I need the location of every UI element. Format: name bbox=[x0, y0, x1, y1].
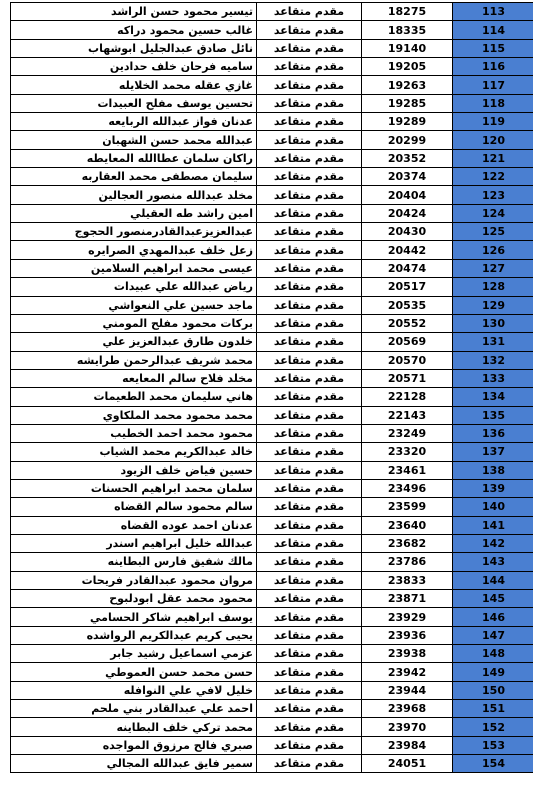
table-row bbox=[11, 241, 533, 259]
name-cell: ساميه فرحان خلف حدادين bbox=[11, 58, 257, 76]
id-number-cell: 20570 bbox=[362, 351, 453, 369]
sequence-number-cell: 138 bbox=[453, 461, 533, 479]
rank-cell: مقدم متقاعد bbox=[257, 553, 362, 571]
sequence-number-cell: 135 bbox=[453, 406, 533, 424]
id-number-cell: 23599 bbox=[362, 498, 453, 516]
rank-cell: مقدم متقاعد bbox=[257, 131, 362, 149]
id-number-cell: 23320 bbox=[362, 443, 453, 461]
table-row bbox=[11, 516, 533, 534]
retirees-table-body bbox=[11, 3, 533, 773]
table-row bbox=[11, 3, 533, 21]
sequence-number-cell: 150 bbox=[453, 681, 533, 699]
id-number-cell: 23968 bbox=[362, 700, 453, 718]
name-cell: محمود محمد عقل ابودلبوح bbox=[11, 590, 257, 608]
name-cell: عبدالعزيزعبدالقادرمنصور الحجوج bbox=[11, 223, 257, 241]
id-number-cell: 18275 bbox=[362, 3, 453, 21]
sequence-number-cell: 144 bbox=[453, 571, 533, 589]
table-row bbox=[11, 259, 533, 277]
rank-cell: مقدم متقاعد bbox=[257, 388, 362, 406]
rank-cell: مقدم متقاعد bbox=[257, 39, 362, 57]
id-number-cell: 19205 bbox=[362, 58, 453, 76]
sequence-number-cell: 149 bbox=[453, 663, 533, 681]
table-row bbox=[11, 131, 533, 149]
sequence-number-cell: 122 bbox=[453, 168, 533, 186]
name-cell: مروان محمود عبدالقادر فريحات bbox=[11, 571, 257, 589]
name-cell: يحيى كريم عبدالكريم الرواشده bbox=[11, 626, 257, 644]
name-cell: خلدون طارق عبدالعزيز علي bbox=[11, 333, 257, 351]
rank-cell: مقدم متقاعد bbox=[257, 186, 362, 204]
sequence-number-cell: 154 bbox=[453, 755, 533, 773]
id-number-cell: 23942 bbox=[362, 663, 453, 681]
table-row bbox=[11, 113, 533, 131]
table-row bbox=[11, 388, 533, 406]
sequence-number-cell: 116 bbox=[453, 58, 533, 76]
name-cell: مخلد عبدالله منصور العجالين bbox=[11, 186, 257, 204]
table-row bbox=[11, 571, 533, 589]
rank-cell: مقدم متقاعد bbox=[257, 58, 362, 76]
sequence-number-cell: 126 bbox=[453, 241, 533, 259]
name-cell: مخلد فلاح سالم المعايعه bbox=[11, 369, 257, 387]
table-row bbox=[11, 608, 533, 626]
table-row bbox=[11, 333, 533, 351]
sequence-number-cell: 121 bbox=[453, 149, 533, 167]
id-number-cell: 23944 bbox=[362, 681, 453, 699]
rank-cell: مقدم متقاعد bbox=[257, 94, 362, 112]
name-cell: غازي عقله محمد الخلايله bbox=[11, 76, 257, 94]
sequence-number-cell: 139 bbox=[453, 479, 533, 497]
name-cell: غالب حسين محمود دراكه bbox=[11, 21, 257, 39]
table-row bbox=[11, 700, 533, 718]
name-cell: رياض عبدالله علي عبيدات bbox=[11, 278, 257, 296]
rank-cell: مقدم متقاعد bbox=[257, 590, 362, 608]
table-row bbox=[11, 424, 533, 442]
rank-cell: مقدم متقاعد bbox=[257, 149, 362, 167]
id-number-cell: 20535 bbox=[362, 296, 453, 314]
id-number-cell: 22143 bbox=[362, 406, 453, 424]
name-cell: هاني سليمان محمد الطعيمات bbox=[11, 388, 257, 406]
id-number-cell: 19263 bbox=[362, 76, 453, 94]
id-number-cell: 20517 bbox=[362, 278, 453, 296]
rank-cell: مقدم متقاعد bbox=[257, 296, 362, 314]
id-number-cell: 20430 bbox=[362, 223, 453, 241]
name-cell: تيسير محمود حسن الراشد bbox=[11, 3, 257, 21]
name-cell: عدنان احمد عوده القضاه bbox=[11, 516, 257, 534]
name-cell: مالك شفيق فارس البطاينه bbox=[11, 553, 257, 571]
sequence-number-cell: 151 bbox=[453, 700, 533, 718]
id-number-cell: 20404 bbox=[362, 186, 453, 204]
sequence-number-cell: 141 bbox=[453, 516, 533, 534]
rank-cell: مقدم متقاعد bbox=[257, 443, 362, 461]
id-number-cell: 22128 bbox=[362, 388, 453, 406]
sequence-number-cell: 114 bbox=[453, 21, 533, 39]
id-number-cell: 19289 bbox=[362, 113, 453, 131]
sequence-number-cell: 145 bbox=[453, 590, 533, 608]
id-number-cell: 23936 bbox=[362, 626, 453, 644]
sequence-number-cell: 136 bbox=[453, 424, 533, 442]
id-number-cell: 20571 bbox=[362, 369, 453, 387]
id-number-cell: 20442 bbox=[362, 241, 453, 259]
name-cell: سليمان مصطفى محمد العقاربه bbox=[11, 168, 257, 186]
rank-cell: مقدم متقاعد bbox=[257, 21, 362, 39]
id-number-cell: 23871 bbox=[362, 590, 453, 608]
sequence-number-cell: 120 bbox=[453, 131, 533, 149]
table-row bbox=[11, 204, 533, 222]
rank-cell: مقدم متقاعد bbox=[257, 351, 362, 369]
sequence-number-cell: 128 bbox=[453, 278, 533, 296]
table-row bbox=[11, 39, 533, 57]
name-cell: زعل خلف عبدالمهدي الصرايره bbox=[11, 241, 257, 259]
id-number-cell: 19285 bbox=[362, 94, 453, 112]
rank-cell: مقدم متقاعد bbox=[257, 461, 362, 479]
table-row bbox=[11, 663, 533, 681]
table-row bbox=[11, 94, 533, 112]
id-number-cell: 23970 bbox=[362, 718, 453, 736]
id-number-cell: 23938 bbox=[362, 645, 453, 663]
name-cell: بركات محمود مفلح المومني bbox=[11, 314, 257, 332]
rank-cell: مقدم متقاعد bbox=[257, 571, 362, 589]
name-cell: محمد شريف عبدالرحمن طرايشه bbox=[11, 351, 257, 369]
table-row bbox=[11, 369, 533, 387]
id-number-cell: 18335 bbox=[362, 21, 453, 39]
id-number-cell: 20474 bbox=[362, 259, 453, 277]
sequence-number-cell: 146 bbox=[453, 608, 533, 626]
rank-cell: مقدم متقاعد bbox=[257, 278, 362, 296]
sequence-number-cell: 142 bbox=[453, 534, 533, 552]
sequence-number-cell: 124 bbox=[453, 204, 533, 222]
name-cell: عبدالله محمد حسن الشهبان bbox=[11, 131, 257, 149]
sequence-number-cell: 129 bbox=[453, 296, 533, 314]
sequence-number-cell: 134 bbox=[453, 388, 533, 406]
rank-cell: مقدم متقاعد bbox=[257, 755, 362, 773]
name-cell: صبري فالح مرزوق المواجده bbox=[11, 736, 257, 754]
rank-cell: مقدم متقاعد bbox=[257, 168, 362, 186]
name-cell: تحسين يوسف مفلح العبيدات bbox=[11, 94, 257, 112]
table-row bbox=[11, 645, 533, 663]
rank-cell: مقدم متقاعد bbox=[257, 259, 362, 277]
id-number-cell: 23640 bbox=[362, 516, 453, 534]
rank-cell: مقدم متقاعد bbox=[257, 626, 362, 644]
rank-cell: مقدم متقاعد bbox=[257, 663, 362, 681]
table-row bbox=[11, 351, 533, 369]
rank-cell: مقدم متقاعد bbox=[257, 223, 362, 241]
id-number-cell: 23833 bbox=[362, 571, 453, 589]
id-number-cell: 23929 bbox=[362, 608, 453, 626]
id-number-cell: 24051 bbox=[362, 755, 453, 773]
name-cell: محمد محمود محمد الملكاوي bbox=[11, 406, 257, 424]
rank-cell: مقدم متقاعد bbox=[257, 113, 362, 131]
table-row bbox=[11, 186, 533, 204]
rank-cell: مقدم متقاعد bbox=[257, 736, 362, 754]
table-row bbox=[11, 736, 533, 754]
id-number-cell: 20352 bbox=[362, 149, 453, 167]
id-number-cell: 20424 bbox=[362, 204, 453, 222]
table-row bbox=[11, 626, 533, 644]
sequence-number-cell: 117 bbox=[453, 76, 533, 94]
sequence-number-cell: 131 bbox=[453, 333, 533, 351]
name-cell: عيسى محمد ابراهيم السلامين bbox=[11, 259, 257, 277]
name-cell: سلمان محمد ابراهيم الحسنات bbox=[11, 479, 257, 497]
id-number-cell: 20552 bbox=[362, 314, 453, 332]
name-cell: سالم محمود سالم القضاه bbox=[11, 498, 257, 516]
name-cell: عدنان فواز عبدالله الربايعه bbox=[11, 113, 257, 131]
name-cell: ماجد حسين علي النعواشي bbox=[11, 296, 257, 314]
table-row bbox=[11, 278, 533, 296]
rank-cell: مقدم متقاعد bbox=[257, 424, 362, 442]
sequence-number-cell: 153 bbox=[453, 736, 533, 754]
table-row bbox=[11, 21, 533, 39]
table-row bbox=[11, 590, 533, 608]
id-number-cell: 20569 bbox=[362, 333, 453, 351]
sequence-number-cell: 119 bbox=[453, 113, 533, 131]
sequence-number-cell: 152 bbox=[453, 718, 533, 736]
rank-cell: مقدم متقاعد bbox=[257, 406, 362, 424]
sequence-number-cell: 113 bbox=[453, 3, 533, 21]
table-row bbox=[11, 443, 533, 461]
rank-cell: مقدم متقاعد bbox=[257, 718, 362, 736]
sequence-number-cell: 125 bbox=[453, 223, 533, 241]
sequence-number-cell: 147 bbox=[453, 626, 533, 644]
rank-cell: مقدم متقاعد bbox=[257, 645, 362, 663]
table-row bbox=[11, 681, 533, 699]
table-row bbox=[11, 314, 533, 332]
table-row bbox=[11, 76, 533, 94]
name-cell: نائل صادق عبدالجليل ابوشهاب bbox=[11, 39, 257, 57]
name-cell: محمد تركي خلف البطاينه bbox=[11, 718, 257, 736]
table-row bbox=[11, 755, 533, 773]
table-row bbox=[11, 498, 533, 516]
rank-cell: مقدم متقاعد bbox=[257, 333, 362, 351]
id-number-cell: 20374 bbox=[362, 168, 453, 186]
name-cell: خليل لافي علي النوافله bbox=[11, 681, 257, 699]
table-row bbox=[11, 461, 533, 479]
id-number-cell: 23984 bbox=[362, 736, 453, 754]
sequence-number-cell: 118 bbox=[453, 94, 533, 112]
rank-cell: مقدم متقاعد bbox=[257, 204, 362, 222]
sequence-number-cell: 127 bbox=[453, 259, 533, 277]
sequence-number-cell: 132 bbox=[453, 351, 533, 369]
name-cell: امين راشد طه العقيلي bbox=[11, 204, 257, 222]
id-number-cell: 23461 bbox=[362, 461, 453, 479]
table-row bbox=[11, 168, 533, 186]
id-number-cell: 23786 bbox=[362, 553, 453, 571]
sequence-number-cell: 123 bbox=[453, 186, 533, 204]
name-cell: سمير فايق عبدالله المجالي bbox=[11, 755, 257, 773]
table-row bbox=[11, 718, 533, 736]
name-cell: حسن محمد حسن العموطي bbox=[11, 663, 257, 681]
rank-cell: مقدم متقاعد bbox=[257, 534, 362, 552]
name-cell: راكان سلمان عطاالله المعايطه bbox=[11, 149, 257, 167]
id-number-cell: 23249 bbox=[362, 424, 453, 442]
name-cell: عزمي اسماعيل رشيد جابر bbox=[11, 645, 257, 663]
sequence-number-cell: 137 bbox=[453, 443, 533, 461]
id-number-cell: 20299 bbox=[362, 131, 453, 149]
table-row bbox=[11, 534, 533, 552]
sequence-number-cell: 130 bbox=[453, 314, 533, 332]
rank-cell: مقدم متقاعد bbox=[257, 3, 362, 21]
sequence-number-cell: 143 bbox=[453, 553, 533, 571]
id-number-cell: 23682 bbox=[362, 534, 453, 552]
table-row bbox=[11, 58, 533, 76]
id-number-cell: 19140 bbox=[362, 39, 453, 57]
table-row bbox=[11, 406, 533, 424]
rank-cell: مقدم متقاعد bbox=[257, 241, 362, 259]
rank-cell: مقدم متقاعد bbox=[257, 76, 362, 94]
table-row bbox=[11, 223, 533, 241]
name-cell: خالد عبدالكريم محمد الشياب bbox=[11, 443, 257, 461]
table-row bbox=[11, 296, 533, 314]
rank-cell: مقدم متقاعد bbox=[257, 608, 362, 626]
sequence-number-cell: 115 bbox=[453, 39, 533, 57]
rank-cell: مقدم متقاعد bbox=[257, 681, 362, 699]
rank-cell: مقدم متقاعد bbox=[257, 700, 362, 718]
rank-cell: مقدم متقاعد bbox=[257, 479, 362, 497]
rank-cell: مقدم متقاعد bbox=[257, 314, 362, 332]
rank-cell: مقدم متقاعد bbox=[257, 498, 362, 516]
rank-cell: مقدم متقاعد bbox=[257, 369, 362, 387]
rank-cell: مقدم متقاعد bbox=[257, 516, 362, 534]
name-cell: محمود محمد احمد الخطيب bbox=[11, 424, 257, 442]
table-row bbox=[11, 479, 533, 497]
name-cell: احمد علي عبدالقادر بني ملحم bbox=[11, 700, 257, 718]
id-number-cell: 23496 bbox=[362, 479, 453, 497]
name-cell: حسين فياض خلف الزيود bbox=[11, 461, 257, 479]
name-cell: عبدالله خليل ابراهيم اسندر bbox=[11, 534, 257, 552]
sequence-number-cell: 148 bbox=[453, 645, 533, 663]
sequence-number-cell: 140 bbox=[453, 498, 533, 516]
table-row bbox=[11, 149, 533, 167]
retirees-table bbox=[10, 2, 533, 773]
table-row bbox=[11, 553, 533, 571]
sequence-number-cell: 133 bbox=[453, 369, 533, 387]
name-cell: يوسف ابراهيم شاكر الحسامي bbox=[11, 608, 257, 626]
